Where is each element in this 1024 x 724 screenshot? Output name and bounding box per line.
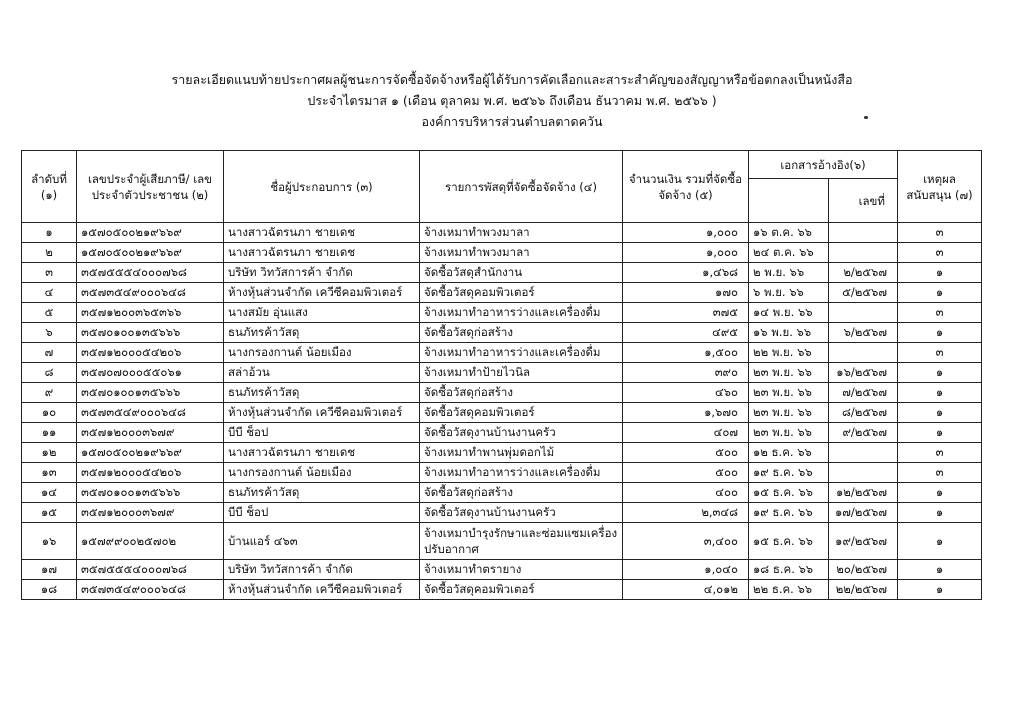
table-row	[22, 283, 982, 303]
row-no: ๑๔	[22, 483, 77, 503]
header-no: ลำดับที่ (๑)	[22, 151, 77, 223]
row-tax-id: ๑๕๗๐๕๐๐๒๑๙๖๖๙	[77, 223, 224, 243]
header-ref-date	[749, 179, 829, 223]
row-tax-id: ๑๕๗๐๕๐๐๒๑๙๖๖๙	[77, 243, 224, 263]
row-date: ๑๘ ธ.ค. ๖๖	[749, 560, 829, 580]
row-vendor: บีบี ช็อป	[224, 423, 420, 443]
row-vendor: นางสาวฉัตรนภา ชายเดช	[224, 223, 420, 243]
row-no: ๑๒	[22, 443, 77, 463]
row-tax-id: ๑๕๗๙๙๐๐๒๕๗๐๒	[77, 523, 224, 560]
table-row	[22, 323, 982, 343]
row-amount: ๕๐๐	[623, 443, 749, 463]
row-ref-no	[829, 343, 898, 363]
row-no: ๘	[22, 363, 77, 383]
row-ref-no: ๙/๒๕๖๗	[829, 423, 898, 443]
row-item: จ้างเหมาทำพวงมาลา	[420, 223, 623, 243]
row-item: จัดซื้อวัสดุก่อสร้าง	[420, 483, 623, 503]
row-item: จัดซื้อวัสดุงานบ้านงานครัว	[420, 423, 623, 443]
table-row	[22, 580, 982, 600]
table-row	[22, 403, 982, 423]
table-header	[22, 151, 982, 223]
row-date: ๒๓ พ.ย. ๖๖	[749, 403, 829, 423]
row-reason: ๑	[898, 263, 982, 283]
row-reason: ๓	[898, 223, 982, 243]
row-amount: ๑,๐๐๐	[623, 243, 749, 263]
organization-name: องค์การบริหารส่วนตำบลตาดควัน	[421, 114, 603, 129]
row-amount: ๔๖๐	[623, 383, 749, 403]
row-ref-no: ๘/๒๕๖๗	[829, 403, 898, 423]
table-body	[22, 223, 982, 600]
row-amount: ๔๐๗	[623, 423, 749, 443]
row-ref-no	[829, 223, 898, 243]
table-row	[22, 443, 982, 463]
row-tax-id: ๓๕๗๑๒๐๐๓๖๕๓๖๖	[77, 303, 224, 323]
row-tax-id: ๓๕๗๓๕๔๙๐๐๐๖๔๘	[77, 283, 224, 303]
row-date: ๒๒ พ.ย. ๖๖	[749, 343, 829, 363]
row-ref-no: ๑๖/๒๕๖๗	[829, 363, 898, 383]
row-vendor: สล่าอ้วน	[224, 363, 420, 383]
row-amount: ๓๗๕	[623, 303, 749, 323]
row-vendor: บริษัท วิทวัสการค้า จำกัด	[224, 560, 420, 580]
row-ref-no: ๑๒/๒๕๖๗	[829, 483, 898, 503]
row-amount: ๑,๐๔๐	[623, 560, 749, 580]
row-vendor: ห้างหุ้นส่วนจำกัด เควีซีคอมพิวเตอร์	[224, 403, 420, 423]
row-no: ๑๘	[22, 580, 77, 600]
row-item: จ้างเหมาทำอาหารว่างและเครื่องดื่ม	[420, 303, 623, 323]
row-amount: ๑,๔๖๘	[623, 263, 749, 283]
row-item: จ้างเหมาทำตรายาง	[420, 560, 623, 580]
table-row	[22, 363, 982, 383]
row-ref-no: ๒/๒๕๖๗	[829, 263, 898, 283]
row-reason: ๑	[898, 523, 982, 560]
row-amount: ๔๙๕	[623, 323, 749, 343]
row-amount: ๑๗๐	[623, 283, 749, 303]
row-vendor: ธนภัทรค้าวัสดุ	[224, 483, 420, 503]
row-amount: ๑,๖๗๐	[623, 403, 749, 423]
row-amount: ๔,๐๑๒	[623, 580, 749, 600]
table-row	[22, 463, 982, 483]
row-date: ๒๓ พ.ย. ๖๖	[749, 363, 829, 383]
header-tax-id: เลขประจำผู้เสียภาษี/ เลขประจำตัวประชาชน (๒)	[77, 151, 224, 223]
row-item: จัดซื้อวัสดุคอมพิวเตอร์	[420, 580, 623, 600]
row-date: ๒๓ พ.ย. ๖๖	[749, 423, 829, 443]
row-no: ๙	[22, 383, 77, 403]
row-no: ๓	[22, 263, 77, 283]
row-ref-no: ๒๐/๒๕๖๗	[829, 560, 898, 580]
row-vendor: บีบี ช็อป	[224, 503, 420, 523]
header-item: รายการพัสดุที่จัดซื้อจัดจ้าง (๔)	[420, 151, 623, 223]
row-no: ๑๓	[22, 463, 77, 483]
row-date: ๒๓ พ.ย. ๖๖	[749, 383, 829, 403]
row-ref-no	[829, 463, 898, 483]
row-ref-no: ๑๙/๒๕๖๗	[829, 523, 898, 560]
row-tax-id: ๓๕๗๐๗๐๐๐๕๕๐๖๑	[77, 363, 224, 383]
row-tax-id: ๓๕๗๕๕๕๔๐๐๐๗๖๘	[77, 560, 224, 580]
row-reason: ๓	[898, 243, 982, 263]
row-ref-no	[829, 303, 898, 323]
row-no: ๑๑	[22, 423, 77, 443]
row-item: จ้างเหมาทำพานพุ่มดอกไม้	[420, 443, 623, 463]
row-date: ๑๖ ต.ค. ๖๖	[749, 223, 829, 243]
header-ref-number: เลขที่	[858, 193, 885, 208]
row-no: ๑๗	[22, 560, 77, 580]
row-ref-no: ๑๗/๒๕๖๗	[829, 503, 898, 523]
row-date: ๑๖ พ.ย. ๖๖	[749, 323, 829, 343]
row-item: จ้างเหมาบำรุงรักษาและซ่อมแซมเครื่องปรับอากาศ	[420, 523, 623, 560]
row-item: จ้างเหมาทำป้ายไวนิล	[420, 363, 623, 383]
row-date: ๑๙ ธ.ค. ๖๖	[749, 503, 829, 523]
row-tax-id: ๓๕๗๓๕๔๙๐๐๐๖๔๘	[77, 580, 224, 600]
row-date: ๑๒ ธ.ค. ๖๖	[749, 443, 829, 463]
table-row	[22, 423, 982, 443]
row-amount: ๓๙๐	[623, 363, 749, 383]
row-tax-id: ๓๕๗๐๑๐๐๑๓๕๖๖๖	[77, 383, 224, 403]
row-item: จ้างเหมาทำพวงมาลา	[420, 243, 623, 263]
row-tax-id: ๓๕๗๐๑๐๐๑๓๕๖๖๖	[77, 323, 224, 343]
row-vendor: ธนภัทรค้าวัสดุ	[224, 323, 420, 343]
scan-speck	[864, 116, 868, 119]
row-no: ๑	[22, 223, 77, 243]
row-item: จ้างเหมาทำอาหารว่างและเครื่องดื่ม	[420, 463, 623, 483]
row-reason: ๑	[898, 423, 982, 443]
row-no: ๖	[22, 323, 77, 343]
row-tax-id: ๓๕๗๓๕๔๙๐๐๐๖๔๘	[77, 403, 224, 423]
row-vendor: บริษัท วิทวัสการค้า จำกัด	[224, 263, 420, 283]
row-date: ๑๔ พ.ย. ๖๖	[749, 303, 829, 323]
row-reason: ๑	[898, 283, 982, 303]
row-tax-id: ๓๕๗๑๒๐๐๐๓๖๗๙	[77, 503, 224, 523]
row-vendor: นางสาวฉัตรนภา ชายเดช	[224, 243, 420, 263]
row-tax-id: ๓๕๗๑๒๐๐๐๓๖๗๙	[77, 423, 224, 443]
table-row	[22, 243, 982, 263]
table-row	[22, 303, 982, 323]
row-item: จ้างเหมาทำอาหารว่างและเครื่องดื่ม	[420, 343, 623, 363]
row-vendor: ธนภัทรค้าวัสดุ	[224, 383, 420, 403]
row-no: ๕	[22, 303, 77, 323]
header-reason: เหตุผล สนับสนุน (๗)	[898, 151, 982, 223]
row-date: ๒๔ ต.ค. ๖๖	[749, 243, 829, 263]
row-reason: ๓	[898, 463, 982, 483]
table-row	[22, 343, 982, 363]
row-amount: ๔๐๐	[623, 483, 749, 503]
row-vendor: นางกรองกานต์ น้อยเมือง	[224, 343, 420, 363]
table-row	[22, 223, 982, 243]
row-vendor: นางสาวฉัตรนภา ชายเดช	[224, 443, 420, 463]
row-item: จัดซื้อวัสดุก่อสร้าง	[420, 383, 623, 403]
row-date: ๖ พ.ย. ๖๖	[749, 283, 829, 303]
row-reason: ๓	[898, 343, 982, 363]
row-reason: ๑	[898, 560, 982, 580]
row-reason: ๑	[898, 503, 982, 523]
row-ref-no: ๖/๒๕๖๗	[829, 323, 898, 343]
table-row	[22, 483, 982, 503]
row-reason: ๑	[898, 383, 982, 403]
row-ref-no: ๕/๒๕๖๗	[829, 283, 898, 303]
row-reason: ๑	[898, 363, 982, 383]
row-vendor: ห้างหุ้นส่วนจำกัด เควีซีคอมพิวเตอร์	[224, 580, 420, 600]
row-tax-id: ๓๕๗๑๒๐๐๐๕๔๒๐๖	[77, 343, 224, 363]
table-row	[22, 263, 982, 283]
row-date: ๑๕ ธ.ค. ๖๖	[749, 483, 829, 503]
row-amount: ๓,๔๐๐	[623, 523, 749, 560]
row-item: จัดซื้อวัสดุสำนักงาน	[420, 263, 623, 283]
row-reason: ๓	[898, 443, 982, 463]
procurement-table	[21, 150, 982, 600]
row-reason: ๑	[898, 403, 982, 423]
row-item: จัดซื้อวัสดุงานบ้านงานครัว	[420, 503, 623, 523]
table-row	[22, 383, 982, 403]
header-amount: จำนวนเงิน รวมที่จัดซื้อ จัดจ้าง (๕)	[623, 151, 749, 223]
row-amount: ๑,๕๐๐	[623, 343, 749, 363]
row-no: ๔	[22, 283, 77, 303]
row-reason: ๑	[898, 483, 982, 503]
row-date: ๑๕ ธ.ค. ๖๖	[749, 523, 829, 560]
row-date: ๒ พ.ย. ๖๖	[749, 263, 829, 283]
row-ref-no: ๒๒/๒๕๖๗	[829, 580, 898, 600]
document-period: ประจำไตรมาส ๑ (เดือน ตุลาคม พ.ศ. ๒๕๖๖ ถึงเดือน ธันวาคม พ.ศ. ๒๕๖๖ )	[307, 93, 717, 108]
row-amount: ๒,๓๔๘	[623, 503, 749, 523]
table-row	[22, 560, 982, 580]
row-vendor: บ้านแอร์ ๔๖๓	[224, 523, 420, 560]
row-tax-id: ๓๕๗๕๕๕๔๐๐๐๗๖๘	[77, 263, 224, 283]
header-vendor: ชื่อผู้ประกอบการ (๓)	[224, 151, 420, 223]
row-ref-no	[829, 443, 898, 463]
row-tax-id: ๓๕๗๑๒๐๐๐๕๔๒๐๖	[77, 463, 224, 483]
row-no: ๑๕	[22, 503, 77, 523]
row-no: ๑๖	[22, 523, 77, 560]
row-date: ๒๒ ธ.ค. ๖๖	[749, 580, 829, 600]
row-reason: ๑	[898, 580, 982, 600]
row-amount: ๑,๐๐๐	[623, 223, 749, 243]
row-vendor: นางกรองกานต์ น้อยเมือง	[224, 463, 420, 483]
row-vendor: นางสมัย อุ่นแสง	[224, 303, 420, 323]
row-item: จัดซื้อวัสดุคอมพิวเตอร์	[420, 403, 623, 423]
row-ref-no	[829, 243, 898, 263]
row-item: จัดซื้อวัสดุคอมพิวเตอร์	[420, 283, 623, 303]
document-title: รายละเอียดแนบท้ายประกาศผลผู้ชนะการจัดซื้อจัดจ้างหรือผู้ได้รับการคัดเลือกและสาระสำคัญของสัญญาหรือข้อตกลงเป็นหนังสือ	[171, 72, 853, 87]
row-vendor: ห้างหุ้นส่วนจำกัด เควีซีคอมพิวเตอร์	[224, 283, 420, 303]
row-item: จัดซื้อวัสดุก่อสร้าง	[420, 323, 623, 343]
row-ref-no: ๗/๒๕๖๗	[829, 383, 898, 403]
table-row	[22, 503, 982, 523]
header-ref-number-cell	[829, 179, 898, 223]
row-no: ๒	[22, 243, 77, 263]
row-tax-id: ๑๕๗๐๕๐๐๒๑๙๖๖๙	[77, 443, 224, 463]
row-no: ๑๐	[22, 403, 77, 423]
row-amount: ๕๐๐	[623, 463, 749, 483]
row-reason: ๑	[898, 323, 982, 343]
row-no: ๗	[22, 343, 77, 363]
row-date: ๑๙ ธ.ค. ๖๖	[749, 463, 829, 483]
header-ref-group: เอกสารอ้างอิง(๖)	[749, 151, 898, 179]
table-row	[22, 523, 982, 560]
row-reason: ๓	[898, 303, 982, 323]
row-tax-id: ๓๕๗๐๑๐๐๑๓๕๖๖๖	[77, 483, 224, 503]
